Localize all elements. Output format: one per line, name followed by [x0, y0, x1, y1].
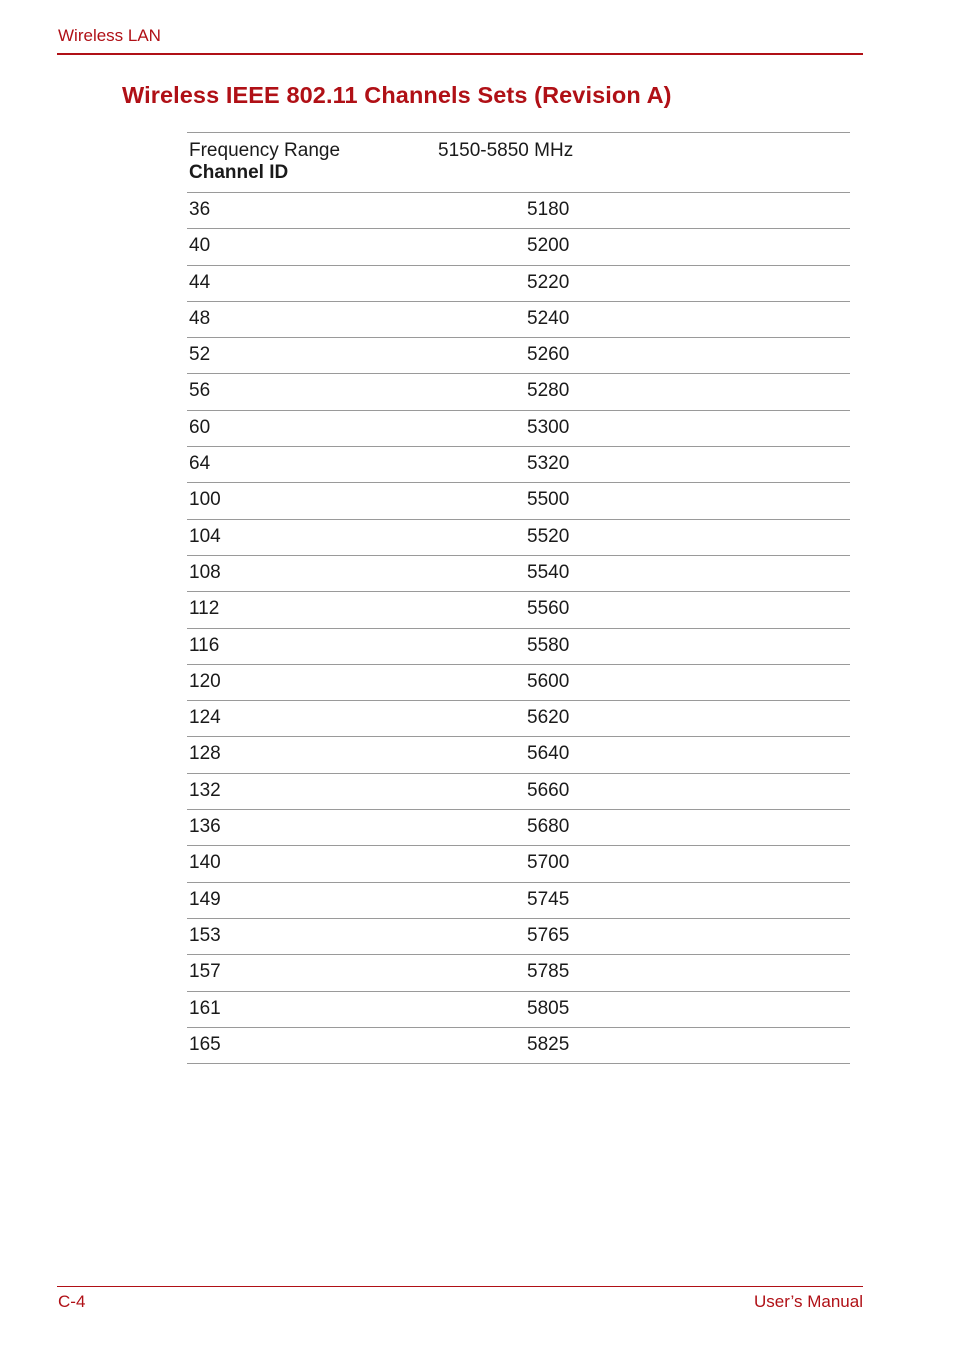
frequency-cell: 5745 [527, 888, 570, 910]
channel-id-cell: 136 [189, 816, 221, 838]
table-row [187, 520, 850, 556]
channel-id-cell: 120 [189, 670, 221, 692]
table-row [187, 266, 850, 302]
frequency-cell: 5280 [527, 380, 570, 402]
channel-id-cell: 112 [189, 598, 220, 620]
table-row [187, 411, 850, 447]
channel-id-cell: 64 [189, 453, 211, 475]
frequency-cell: 5240 [527, 307, 570, 329]
frequency-cell: 5520 [527, 525, 570, 547]
frequency-cell: 5540 [527, 561, 570, 583]
frequency-cell: 5260 [527, 344, 570, 366]
page-number: C-4 [58, 1292, 86, 1311]
frequency-range-label: Frequency Range [189, 140, 341, 161]
channel-id-label: Channel ID [189, 162, 289, 183]
frequency-cell: 5200 [527, 235, 570, 257]
channel-id-cell: 128 [189, 743, 221, 765]
frequency-cell: 5320 [527, 453, 570, 475]
channel-id-cell: 44 [189, 271, 211, 293]
frequency-cell: 5620 [527, 707, 570, 729]
page-title: Wireless IEEE 802.11 Channels Sets (Revision A) [122, 82, 672, 108]
table-row [187, 483, 850, 519]
table-row [187, 701, 850, 737]
channel-id-cell: 48 [189, 307, 211, 329]
table-row [187, 374, 850, 410]
footer-divider [57, 1286, 863, 1287]
channel-id-cell: 149 [189, 888, 221, 910]
channel-id-cell: 161 [189, 997, 221, 1019]
frequency-cell: 5805 [527, 997, 570, 1019]
table-row [187, 919, 850, 955]
frequency-cell: 5785 [527, 961, 570, 983]
table-row [187, 883, 850, 919]
frequency-cell: 5580 [527, 634, 570, 656]
table-row [187, 1028, 850, 1064]
channel-id-cell: 124 [189, 707, 221, 729]
channel-id-cell: 140 [189, 852, 221, 874]
frequency-cell: 5700 [527, 852, 570, 874]
channel-id-cell: 165 [189, 1033, 221, 1055]
frequency-cell: 5180 [527, 199, 570, 220]
frequency-cell: 5660 [527, 779, 570, 801]
table-header [187, 133, 850, 193]
manual-title: User’s Manual [754, 1292, 863, 1311]
frequency-range-value: 5150-5850 MHz [438, 140, 574, 161]
table-row [187, 737, 850, 773]
frequency-cell: 5600 [527, 670, 570, 692]
channel-id-cell: 100 [189, 489, 221, 511]
frequency-cell: 5560 [527, 598, 570, 620]
table-row [187, 447, 850, 483]
table-body [187, 193, 850, 1064]
channel-id-cell: 36 [189, 199, 211, 220]
header-divider [57, 53, 863, 55]
table-row [187, 193, 850, 229]
frequency-cell: 5825 [527, 1033, 570, 1055]
frequency-cell: 5640 [527, 743, 570, 765]
table-row [187, 302, 850, 338]
frequency-cell: 5220 [527, 271, 570, 293]
frequency-cell: 5680 [527, 816, 570, 838]
table-row [187, 774, 850, 810]
channel-id-cell: 132 [189, 779, 221, 801]
channel-id-cell: 60 [189, 416, 211, 438]
channel-table [187, 132, 850, 1064]
table-row [187, 338, 850, 374]
channel-id-cell: 104 [189, 525, 221, 547]
table-row [187, 955, 850, 991]
channel-id-cell: 116 [189, 634, 220, 656]
table-row [187, 665, 850, 701]
running-header: Wireless LAN [58, 26, 161, 45]
table-row [187, 846, 850, 882]
table-row [187, 629, 850, 665]
table-row [187, 229, 850, 265]
channel-id-cell: 153 [189, 924, 221, 946]
channel-id-cell: 56 [189, 380, 211, 402]
channel-id-cell: 108 [189, 561, 221, 583]
frequency-cell: 5500 [527, 489, 570, 511]
table-row [187, 556, 850, 592]
channel-id-cell: 52 [189, 344, 211, 366]
table-row [187, 992, 850, 1028]
frequency-cell: 5300 [527, 416, 570, 438]
channel-id-cell: 40 [189, 235, 211, 257]
table-row [187, 592, 850, 628]
channel-id-cell: 157 [189, 961, 221, 983]
table-row [187, 810, 850, 846]
frequency-cell: 5765 [527, 924, 570, 946]
